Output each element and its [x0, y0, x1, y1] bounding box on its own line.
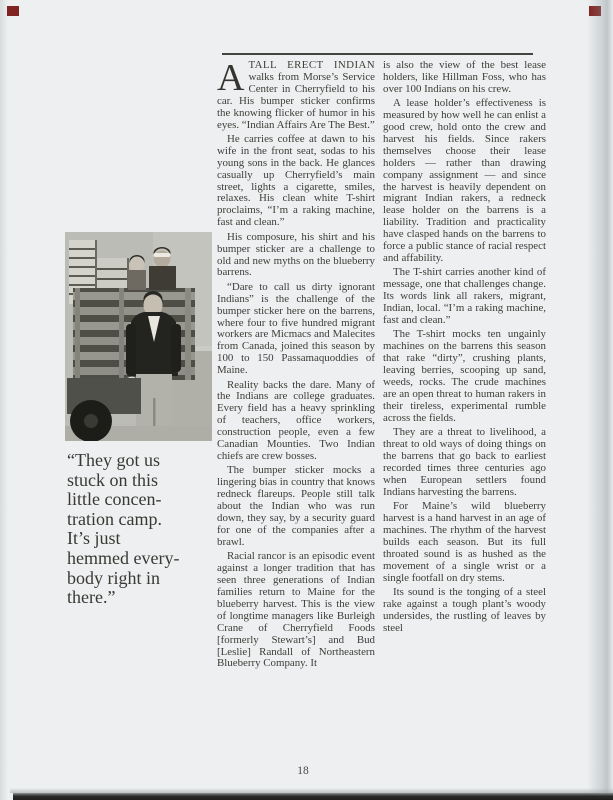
- paragraph: Its sound is the tonging of a steel rake against a tough plant’s woody undersides, the rustling of leaves by steel: [383, 585, 546, 634]
- pull-quote-line: there.”: [67, 587, 116, 608]
- paragraph: A lease holder’s effectiveness is measured by how well he can enlist a good crew, hold onto the crew and harvest his fields. Since rakers themselves choose their lease holders — rather than drawing company assignment — and since the harvest is heavily dependent on migrant Indian rakers, a redneck lease holder on the barrens is a liability. Tradition and practicality have clasped hands on the barrens to force a public stance of racial respect and affability.: [383, 97, 547, 264]
- pull-quote-line: It’s just: [67, 528, 121, 549]
- pull-quote-line: hemmed every-: [67, 547, 180, 568]
- lead-in-text: TALL ERECT INDIAN: [248, 59, 375, 71]
- paragraph: The bumper sticker mocks a lingering bias in country that knows redneck flareups. People still talk about the Indian who was run down, they say, by a security guard for one of the companies after a brawl.: [217, 464, 375, 548]
- paragraph: His composure, his shirt and his bumper sticker are a challenge to old and new myths on the blueberry barrens.: [217, 230, 375, 279]
- text-column-left: [217, 57, 375, 673]
- boy-on-truck: [128, 255, 146, 290]
- opening-paragraph-text: walks from Morse’s Service Center in Cherryfield to his car. His bumper sticker confirms the knowing flicker of humor in his eyes. “Indian Affairs Are The Best.”: [217, 70, 375, 131]
- paragraph: The T-shirt carries another kind of message, one that challenges change. Its words link all rakers, migrant, Indian, local. “I’m a raking machine, fast and clean.”: [383, 266, 546, 327]
- paragraph: They are a threat to livelihood, a threat to old ways of doing things on the barrens that go back to earliest recorded times three centuries ago when European settlers found Indians harvesting the barrens.: [383, 426, 546, 498]
- paragraph: For Maine’s wild blueberry harvest is a hand harvest in an age of machines. The rhythm of the harvest builds each season. But its full throated sound is as hushed as the movement of a single wrist or a single footfall on dry stems.: [383, 500, 546, 584]
- book-bottom-edge: [13, 793, 613, 800]
- pull-quote: [67, 451, 217, 608]
- corner-mark-left: [7, 6, 19, 16]
- pull-quote-line: tration camp.: [67, 508, 162, 529]
- paragraph: He carries coffee at dawn to his wife in the front seat, sodas to his young sons in the back. He glances casually up Cherryfield’s main street, lights a cigarette, smiles, relaxes. His clean white T-shirt proclaims, “I’m a raking machine, fast and clean.”: [217, 132, 375, 229]
- scan-right-edge-shadow: [587, 0, 613, 800]
- paragraph: is also the view of the best lease holders, like Hillman Foss, who has over 100 Indians on his crew.: [383, 59, 546, 95]
- page-number: 18: [297, 765, 309, 777]
- paragraph: The T-shirt mocks ten ungainly machines on the barrens this season that rake “dirty”, crushing plants, leaving berries, scooping up sand, weeds, rocks. The crude machines are an open threat to human rakers in their tireless, experimental rumble across the fields.: [383, 328, 546, 424]
- scan-left-edge-shadow: [0, 0, 8, 800]
- pull-quote-line: “They got us: [67, 450, 160, 470]
- column-top-rule: [222, 53, 533, 55]
- truck-photo: [65, 232, 212, 441]
- paragraph: “Dare to call us dirty ignorant Indians” is the challenge of the bumper sticker here on the barrens, where four to five hundred migrant workers are Micmacs and Malecites from Canada, joined this season by 100 to 150 Passamaquoddies of Maine.: [217, 280, 375, 377]
- pull-quote-line: stuck on this: [67, 469, 159, 490]
- text-column-right: [383, 60, 546, 637]
- pull-quote-line: body right in: [67, 567, 160, 588]
- paragraph: Racial rancor is an episodic event against a longer tradition that has seen three generations of Indian families return to Maine for the blueberry harvest. This is the view of longtime managers like Burleigh Crane of Cherryfield Foods [formerly Stewart’s] and Bud [Leslie] Randall of Northeastern Blueberry Company. It: [217, 550, 375, 670]
- truck-photo-illustration: [65, 232, 212, 441]
- opening-paragraph: [217, 57, 375, 131]
- drop-cap: A: [217, 57, 245, 99]
- pull-quote-line: little concen-: [67, 489, 162, 510]
- paragraph: Reality backs the dare. Many of the Indians are college graduates. Every field has a heavy sprinkling of teachers, office workers, construction people, even a few Canadian Mounties. Two Indian chiefs are crew bosses.: [217, 378, 375, 462]
